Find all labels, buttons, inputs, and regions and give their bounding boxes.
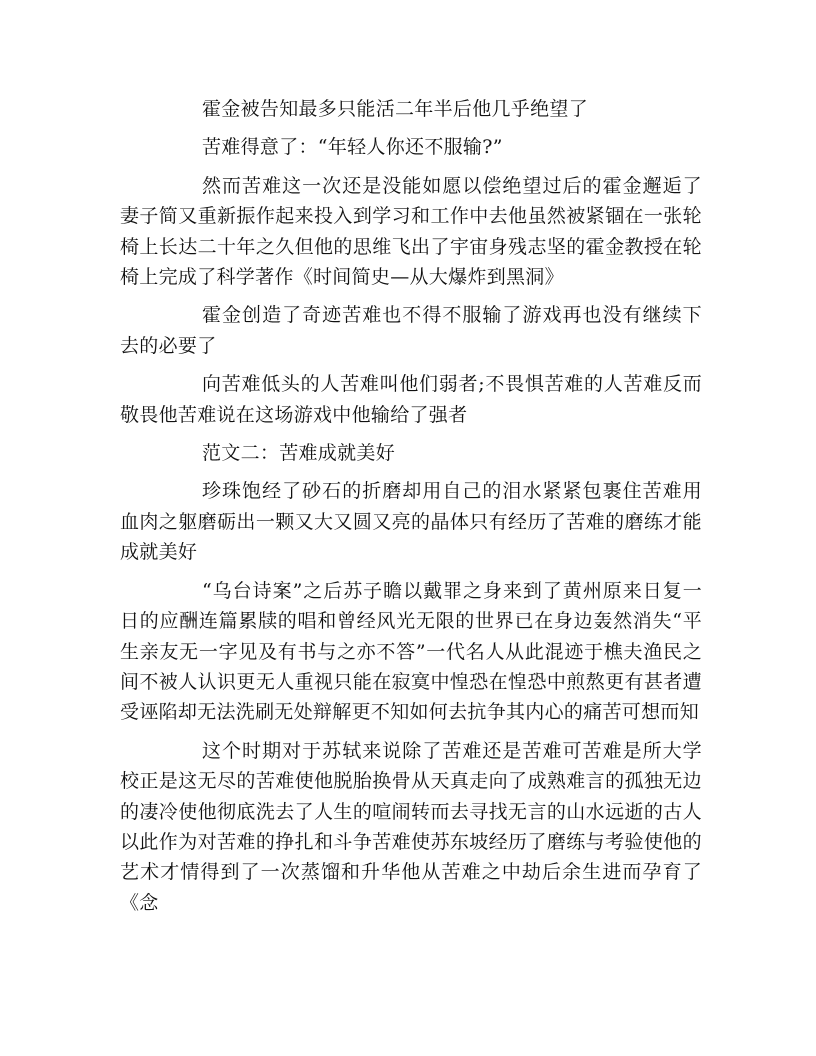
- paragraph-5: 向苦难低头的人苦难叫他们弱者;不畏惧苦难的人苦难反而敬畏他苦难说在这场游戏中他输给了强者: [120, 373, 702, 426]
- paragraph-8: 这个时期对于苏轼来说除了苦难还是苦难可苦难是所大学校正是这无尽的苦难使他脱胎换骨从天真走向了成熟难言的孤独无边的凄冷使他彻底洗去了人生的喧闹转而去寻找无言的山水远逝的古人以此作为对苦难的挣扎和斗争苦难使苏东坡经历了磨练与考验使他的艺术才情得到了一次蒸馏和升华他从苦难之中劫后余生进而孕育了《念: [120, 739, 702, 914]
- paragraph-6: 珍珠饱经了砂石的折磨却用自己的泪水紧紧包裹住苦难用血肉之躯磨砺出一颗又大又圆又亮的晶体只有经历了苦难的磨练才能成就美好: [120, 480, 702, 564]
- paragraph-3: 然而苦难这一次还是没能如愿以偿绝望过后的霍金邂逅了妻子简又重新振作起来投入到学习和工作中去他虽然被紧锢在一张轮椅上长达二十年之久但他的思维飞出了宇宙身残志坚的霍金教授在轮椅上完成了科学著作《时间简史—从大爆炸到黑洞》: [120, 174, 702, 289]
- paragraph-2: 苦难得意了：“年轻人你还不服输?”: [202, 136, 503, 159]
- section-heading: 范文二：苦难成就美好: [202, 442, 396, 465]
- document-body: [120, 94, 702, 926]
- paragraph-4: 霍金创造了奇迹苦难也不得不服输了游戏再也没有继续下去的必要了: [120, 304, 702, 357]
- paragraph-7: “乌台诗案”之后苏子瞻以戴罪之身来到了黄州原来日复一日的应酬连篇累牍的唱和曾经风光无限的世界已在身边轰然消失“平生亲友无一字见及有书与之亦不答”一代名人从此混迹于樵夫渔民之间不被人认识更无人重视只能在寂寞中惶恐在惶恐中煎熬更有甚者遭受诬陷却无法洗刷无处辩解更不知如何去抗争其内心的痛苦可想而知: [120, 579, 702, 724]
- paragraph-1: 霍金被告知最多只能活二年半后他几乎绝望了: [202, 98, 589, 120]
